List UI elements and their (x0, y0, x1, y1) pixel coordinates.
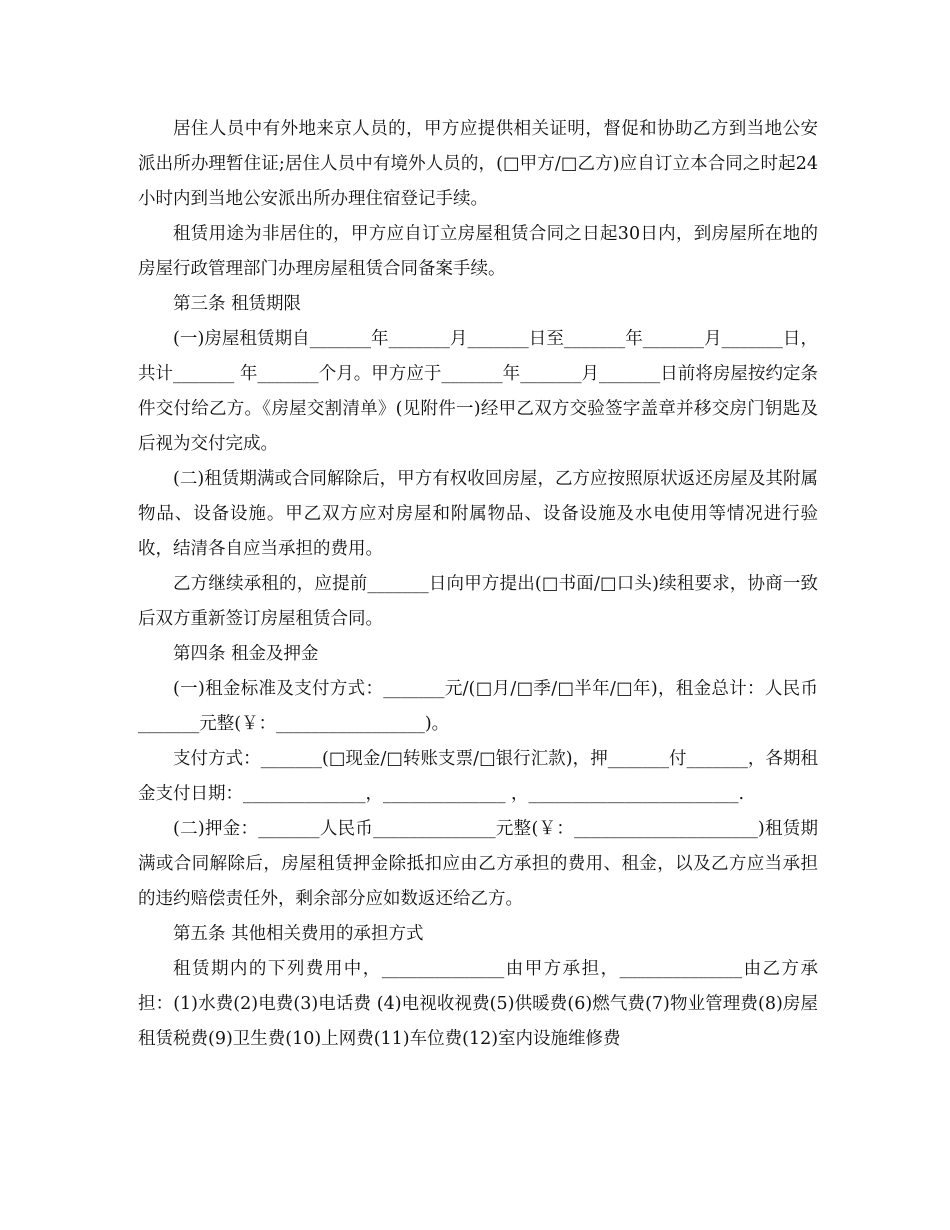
paragraph-payment-method: 支付方式：_______(□现金/□转账支票/□银行汇款)，押_______付_______，各期租金支付日期：______________，______________ ，________________________. (138, 749, 818, 804)
article-5-heading: 第五条 其他相关费用的承担方式 (173, 924, 424, 944)
contract-body (138, 112, 818, 1057)
paragraph-deposit: (二)押金：_______人民币______________元整(￥：_____________________)租赁期满或合同解除后，房屋租赁押金除抵扣应由乙方承担的费用、租金，以及乙方应当承担的违约赔偿责任外，剩余部分应如数返还给乙方。 (138, 819, 818, 909)
paragraph-renewal: 乙方继续承租的，应提前_______日向甲方提出(□书面/□口头)续租要求，协商一致后双方重新签订房屋租赁合同。 (138, 574, 818, 629)
paragraph-other-fees: 租赁期内的下列费用中，______________由甲方承担，______________由乙方承担：(1)水费(2)电费(3)电话费 (4)电视收视费(5)供暖费(6)燃气费(7)物业管理费(8)房屋租赁税费(9)卫生费(10)上网费(11)车位费(12)室内设施维修费 (138, 959, 818, 1049)
paragraph-non-residential-filing: 租赁用途为非居住的，甲方应自订立房屋租赁合同之日起30日内，到房屋所在地的房屋行政管理部门办理房屋租赁合同备案手续。 (138, 224, 818, 279)
paragraph-lease-term: (一)房屋租赁期自_______年_______月_______日至_______年_______月_______日，共计_______ 年_______个月。甲方应于_______年_______月_______日前将房屋按约定条件交付给乙方。《房屋交割清单》(见附件一)经甲乙双方交验签字盖章并移交房门钥匙及 后视为交付完成。 (138, 329, 818, 454)
article-3-heading: 第三条 租赁期限 (173, 294, 302, 314)
paragraph-rent-standard: (一)租金标准及支付方式：_______元/(□月/□季/□半年/□年)，租金总计：人民币_______元整(￥：_________________)。 (138, 679, 818, 734)
paragraph-lease-expiry: (二)租赁期满或合同解除后，甲方有权收回房屋，乙方应按照原状返还房屋及其附属物品、设备设施。甲乙双方应对房屋和附属物品、设备设施及水电使用等情况进行验收，结清各自应当承担的费用。 (138, 469, 818, 559)
article-4-heading: 第四条 租金及押金 (173, 644, 319, 664)
paragraph-residents-registration: 居住人员中有外地来京人员的，甲方应提供相关证明，督促和协助乙方到当地公安派出所办理暂住证;居住人员中有境外人员的，(□甲方/□乙方)应自订立本合同之时起24小时内到当地公安派出所办理住宿登记手续。 (138, 119, 818, 209)
